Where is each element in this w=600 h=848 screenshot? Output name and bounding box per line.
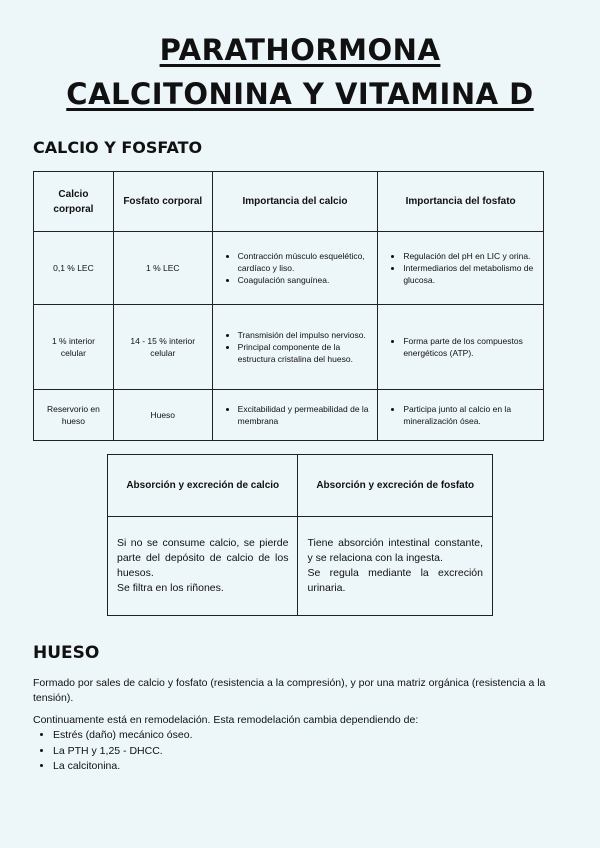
list-item: • Regulación del pH en LIC y orina. <box>403 250 538 262</box>
list-item: • La calcitonina. <box>53 759 192 775</box>
cell-fosfato: 1 % LEC <box>113 232 212 305</box>
paragraph-hueso-remodelacion: Continuamente está en remodelación. Esta remodelación cambia dependiendo de: <box>33 714 419 726</box>
cell-imp-fosfato <box>378 390 544 441</box>
cell-imp-fosfato <box>378 232 544 305</box>
header-importancia-calcio: Importancia del calcio <box>212 172 378 232</box>
section-heading-hueso: HUESO <box>33 643 100 663</box>
paragraph-hueso-composicion: Formado por sales de calcio y fosfato (resistencia a la compresión), y por una matriz orgánica (resistencia a la tensión). <box>33 677 546 704</box>
cell-text: Se filtra en los riñones. <box>117 582 224 594</box>
list-item: • Transmisión del impulso nervioso. <box>238 329 373 341</box>
cell-imp-fosfato <box>378 305 544 390</box>
header-fosfato-corporal: Fosfato corporal <box>113 172 212 232</box>
table-row <box>34 390 544 441</box>
list-item: • Participa junto al calcio en la mineralización ósea. <box>403 403 538 427</box>
list-item: • Forma parte de los compuestos energéticos (ATP). <box>403 335 538 359</box>
page-title-line2: CALCITONINA Y VITAMINA D <box>66 77 534 111</box>
page-title-line1: PARATHORMONA <box>159 33 441 67</box>
table-header-row <box>34 172 544 232</box>
calcio-fosfato-table <box>33 171 544 441</box>
table-row <box>108 517 493 616</box>
header-absorcion-calcio: Absorción y excreción de calcio <box>108 455 298 517</box>
section-heading-calcio-fosfato: CALCIO Y FOSFATO <box>33 138 203 157</box>
list-item: • Intermediarios del metabolismo de glucosa. <box>403 262 538 286</box>
header-absorcion-fosfato: Absorción y excreción de fosfato <box>298 455 493 517</box>
list-item: • Estrés (daño) mecánico óseo. <box>53 728 192 744</box>
remodelacion-factors-list <box>33 728 192 775</box>
cell-text: Se regula mediante la excreción urinaria. <box>307 567 483 594</box>
cell-imp-calcio <box>212 232 378 305</box>
cell-absorcion-fosfato <box>298 517 493 616</box>
absorcion-excrecion-table <box>107 454 493 616</box>
cell-imp-calcio <box>212 305 378 390</box>
header-importancia-fosfato: Importancia del fosfato <box>378 172 544 232</box>
cell-text: Si no se consume calcio, se pierde parte del depósito de calcio de los huesos. <box>117 537 289 579</box>
list-item: • Principal componente de la estructura cristalina del hueso. <box>238 341 373 365</box>
list-item: • Contracción músculo esquelético, cardíaco y liso. <box>238 250 373 274</box>
cell-calcio: 0,1 % LEC <box>34 232 114 305</box>
cell-text: Tiene absorción intestinal constante, y se relaciona con la ingesta. <box>307 537 483 564</box>
table-row <box>34 232 544 305</box>
cell-fosfato: 14 - 15 % interior celular <box>113 305 212 390</box>
list-item: • Coagulación sanguínea. <box>238 274 373 286</box>
table-row <box>34 305 544 390</box>
list-item: • Excitabilidad y permeabilidad de la membrana <box>238 403 373 427</box>
cell-calcio: 1 % interior celular <box>34 305 114 390</box>
table-header-row <box>108 455 493 517</box>
cell-imp-calcio <box>212 390 378 441</box>
cell-fosfato: Hueso <box>113 390 212 441</box>
list-item: • La PTH y 1,25 - DHCC. <box>53 744 192 760</box>
header-calcio-corporal: Calcio corporal <box>34 172 114 232</box>
cell-calcio: Reservorio en hueso <box>34 390 114 441</box>
cell-absorcion-calcio <box>108 517 298 616</box>
